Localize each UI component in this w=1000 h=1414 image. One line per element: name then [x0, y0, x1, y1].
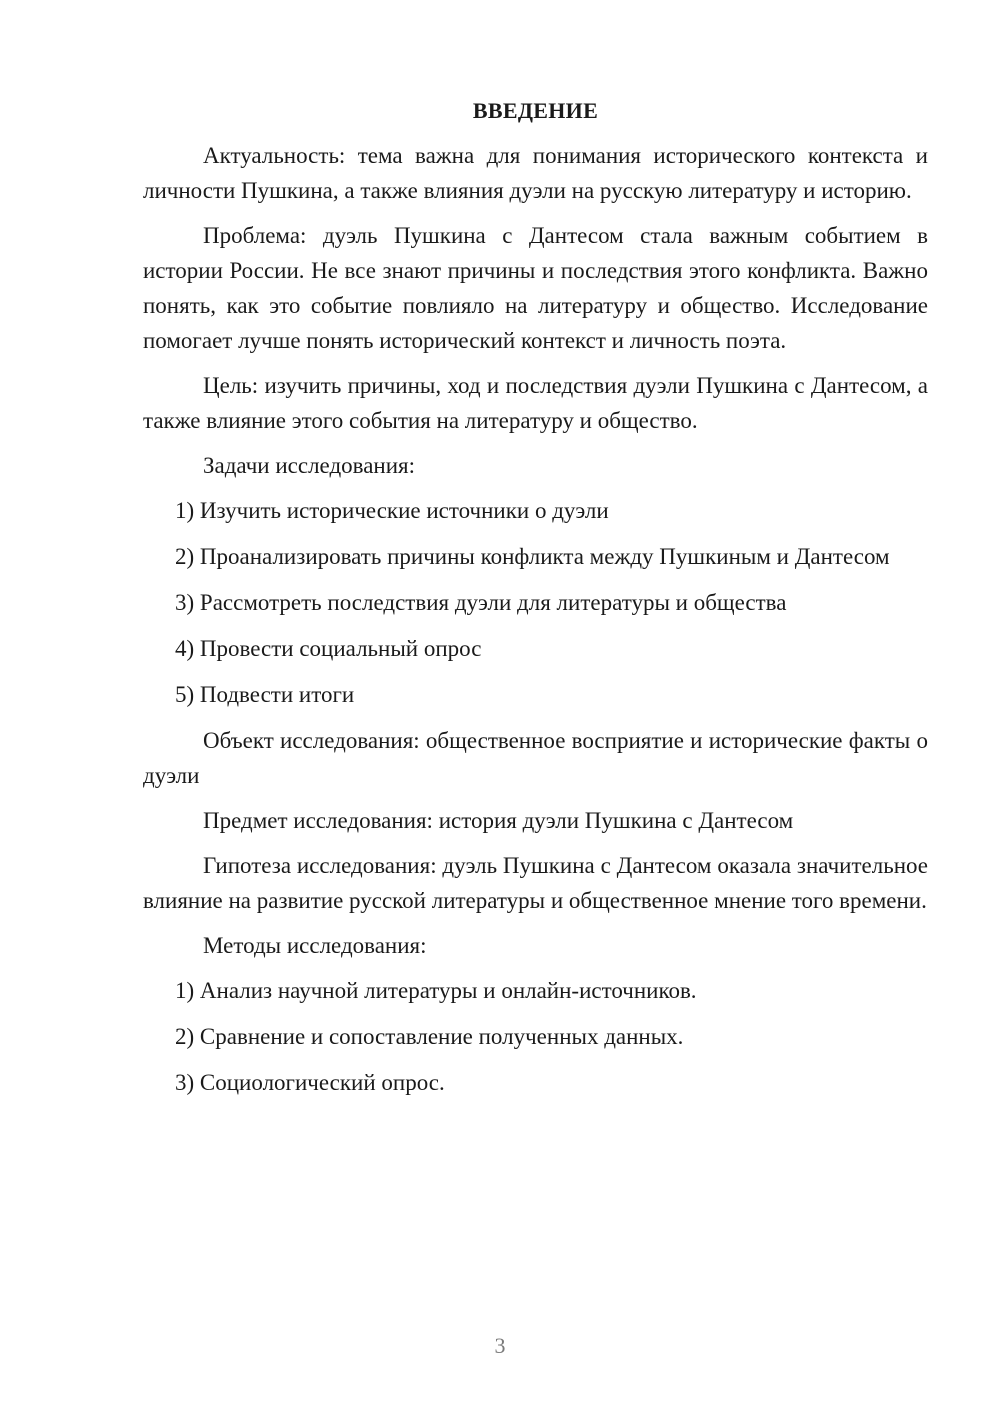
task-item: 2) Проанализировать причины конфликта между Пушкиным и Дантесом	[175, 544, 890, 569]
method-item: 2) Сравнение и сопоставление полученных данных.	[175, 1024, 684, 1049]
task-item: 1) Изучить исторические источники о дуэли	[175, 498, 609, 523]
problem-paragraph: Проблема: дуэль Пушкина с Дантесом стала важным событием в истории России. Не все знают причины и последствия этого конфликта. Важно понять, как это событие повлияло на литературу и общество. Исследование помогает лучше понять исторический контекст и личность поэта.	[143, 223, 928, 353]
relevance-paragraph: Актуальность: тема важна для понимания исторического контекста и личности Пушкина, а также влияния дуэли на русскую литературу и историю.	[143, 143, 928, 203]
section-heading: ВВЕДЕНИЕ	[472, 98, 599, 123]
tasks-title: Задачи исследования:	[203, 453, 416, 478]
subject-paragraph: Предмет исследования: история дуэли Пушкина с Дантесом	[203, 808, 794, 833]
method-item: 3) Социологический опрос.	[175, 1070, 445, 1095]
task-item: 5) Подвести итоги	[175, 682, 355, 707]
object-paragraph: Объект исследования: общественное восприятие и исторические факты о дуэли	[143, 728, 928, 788]
page-content	[143, 96, 928, 1111]
task-item: 3) Рассмотреть последствия дуэли для литературы и общества	[175, 590, 787, 615]
method-item: 1) Анализ научной литературы и онлайн-источников.	[175, 978, 697, 1003]
task-item: 4) Провести социальный опрос	[175, 636, 482, 661]
goal-paragraph: Цель: изучить причины, ход и последствия дуэли Пушкина с Дантесом, а также влияние этого события на литературу и общество.	[143, 373, 928, 433]
page-number: 3	[494, 1333, 506, 1358]
methods-title: Методы исследования:	[203, 933, 427, 958]
hypothesis-paragraph: Гипотеза исследования: дуэль Пушкина с Дантесом оказала значительное влияние на развитие русской литературы и общественное мнение того времени.	[143, 853, 928, 913]
